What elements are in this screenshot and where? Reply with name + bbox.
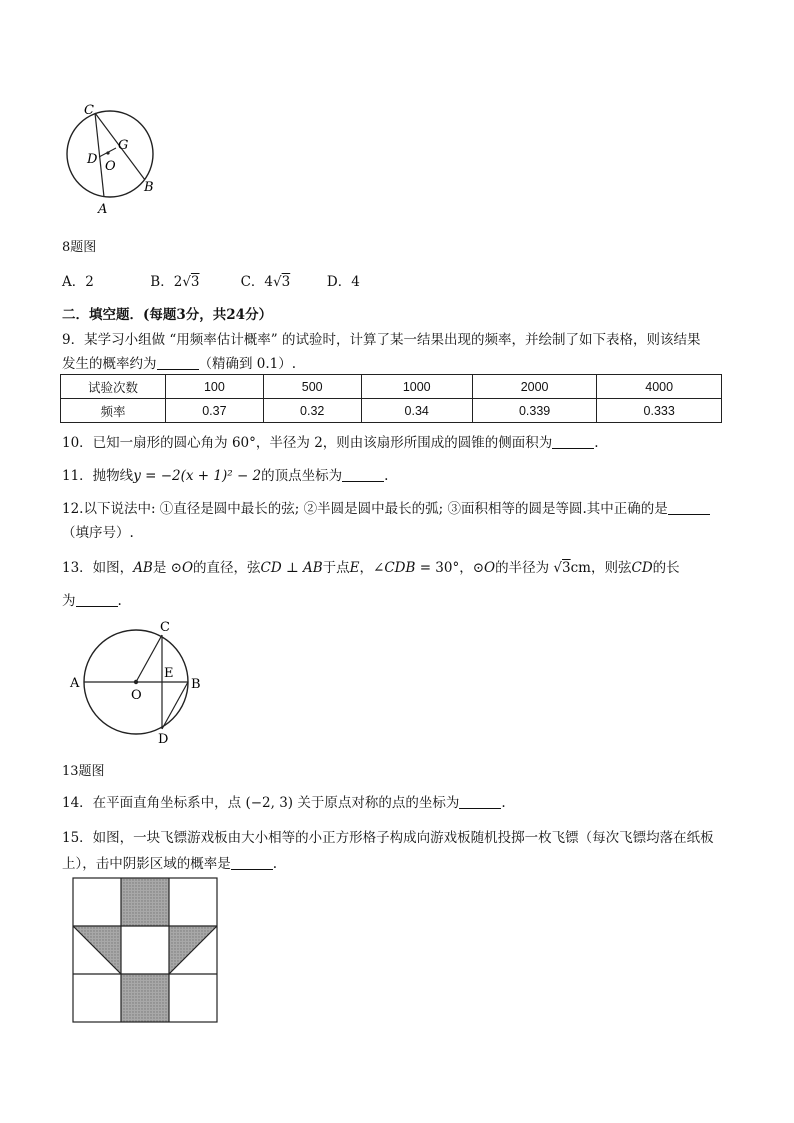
q8-choice-c: C．4√3 — [240, 274, 291, 290]
table-cell: 0.333 — [597, 399, 722, 423]
fig8-label-G: G — [118, 138, 129, 153]
fig13-label-A: A — [70, 676, 80, 691]
fig13-label-O: O — [131, 688, 142, 703]
q8-choice-b: B．2√3 — [150, 274, 200, 290]
q11: 11．抛物线y = −2(x + 1)² − 2的顶点坐标为 . — [62, 468, 389, 484]
table-cell: 2000 — [472, 375, 597, 399]
shaded-square-top — [121, 878, 169, 926]
table-cell: 0.32 — [263, 399, 361, 423]
fig8-center-point — [106, 151, 109, 154]
q8-choice-a: A．2 — [62, 274, 94, 290]
q14-answer-blank — [459, 796, 501, 809]
table-cell: 0.37 — [166, 399, 264, 423]
q14: 14．在平面直角坐标系中，点 (−2, 3) 关于原点对称的点的坐标为 . — [62, 795, 506, 811]
fig8-caption: 8题图 — [62, 240, 97, 255]
table-row-label: 频率 — [61, 399, 166, 423]
figure-15-dartboard — [72, 876, 222, 1028]
q11-formula: y = −2(x + 1)² − 2 — [133, 468, 262, 484]
fig13-label-D: D — [158, 732, 169, 746]
fig13-label-B: B — [191, 677, 201, 692]
q9-line1: 9．某学习小组做 “用频率估计概率” 的试验时，计算了某一结果出现的频率，并绘制了如下表格，则该结果 — [62, 332, 701, 348]
q13-line1: 13．如图，AB是 ⊙O的直径，弦CD ⊥ AB于点E，∠CDB = 30°，⊙O的半径为 √3cm，则弦CD的长 — [62, 560, 680, 576]
table-cell: 100 — [166, 375, 264, 399]
q12-answer-blank — [668, 502, 710, 515]
q9-answer-blank — [157, 357, 199, 370]
q11-answer-blank — [342, 469, 384, 482]
fig8-label-B: B — [144, 180, 154, 195]
table-row-label: 试验次数 — [61, 375, 166, 399]
fig13-label-E: E — [164, 666, 174, 681]
table-cell: 0.34 — [361, 399, 472, 423]
fig8-label-A: A — [98, 202, 108, 217]
figure-8-circle — [58, 96, 170, 220]
fig8-label-O: O — [105, 159, 116, 174]
q12-line1: 12.以下说法中: ①直径是圆中最长的弦; ②半圆是圆中最长的弧; ③面积相等的圆是等圆.其中正确的是 — [62, 497, 710, 517]
q10: 10．已知一扇形的圆心角为 60°，半径为 2，则由该扇形所围成的圆锥的侧面积为 . — [62, 435, 599, 451]
table-cell: 4000 — [597, 375, 722, 399]
q9-line2: 发生的概率约为 （精确到 0.1）. — [62, 356, 297, 372]
q13-line2: 为 . — [62, 593, 122, 609]
fig13-center-point — [134, 680, 138, 684]
shaded-square-bottom — [121, 974, 169, 1022]
table-cell: 0.339 — [472, 399, 597, 423]
fig13-label-C: C — [160, 620, 170, 635]
fig8-label-C: C — [84, 103, 94, 118]
section2-title: 二．填空题．(每题3分，共24分） — [62, 307, 273, 323]
table-row — [61, 375, 722, 399]
q12-line2: （填序号）. — [62, 525, 134, 541]
q13-answer-blank — [76, 594, 118, 607]
frequency-table — [60, 374, 722, 423]
fig13-caption: 13题图 — [62, 764, 105, 779]
q10-answer-blank — [552, 436, 594, 449]
fig13-segment-DB — [162, 682, 188, 729]
q8-choice-d: D．4 — [326, 274, 360, 290]
table-row — [61, 399, 722, 423]
fig13-segment-OC — [136, 635, 162, 682]
table-cell: 500 — [263, 375, 361, 399]
fig8-label-D: D — [87, 152, 98, 167]
table-cell: 1000 — [361, 375, 472, 399]
q15-answer-blank — [231, 857, 273, 870]
figure-13-circle — [66, 616, 212, 746]
fig8-circle — [67, 111, 153, 197]
q15-line2: 上），击中阴影区域的概率是 . — [62, 856, 278, 872]
q15-line1: 15．如图，一块飞镖游戏板由大小相等的小正方形格子构成向游戏板随机投掷一枚飞镖（每次飞镖均落在纸板 — [62, 830, 714, 846]
q8-choices — [62, 270, 360, 290]
